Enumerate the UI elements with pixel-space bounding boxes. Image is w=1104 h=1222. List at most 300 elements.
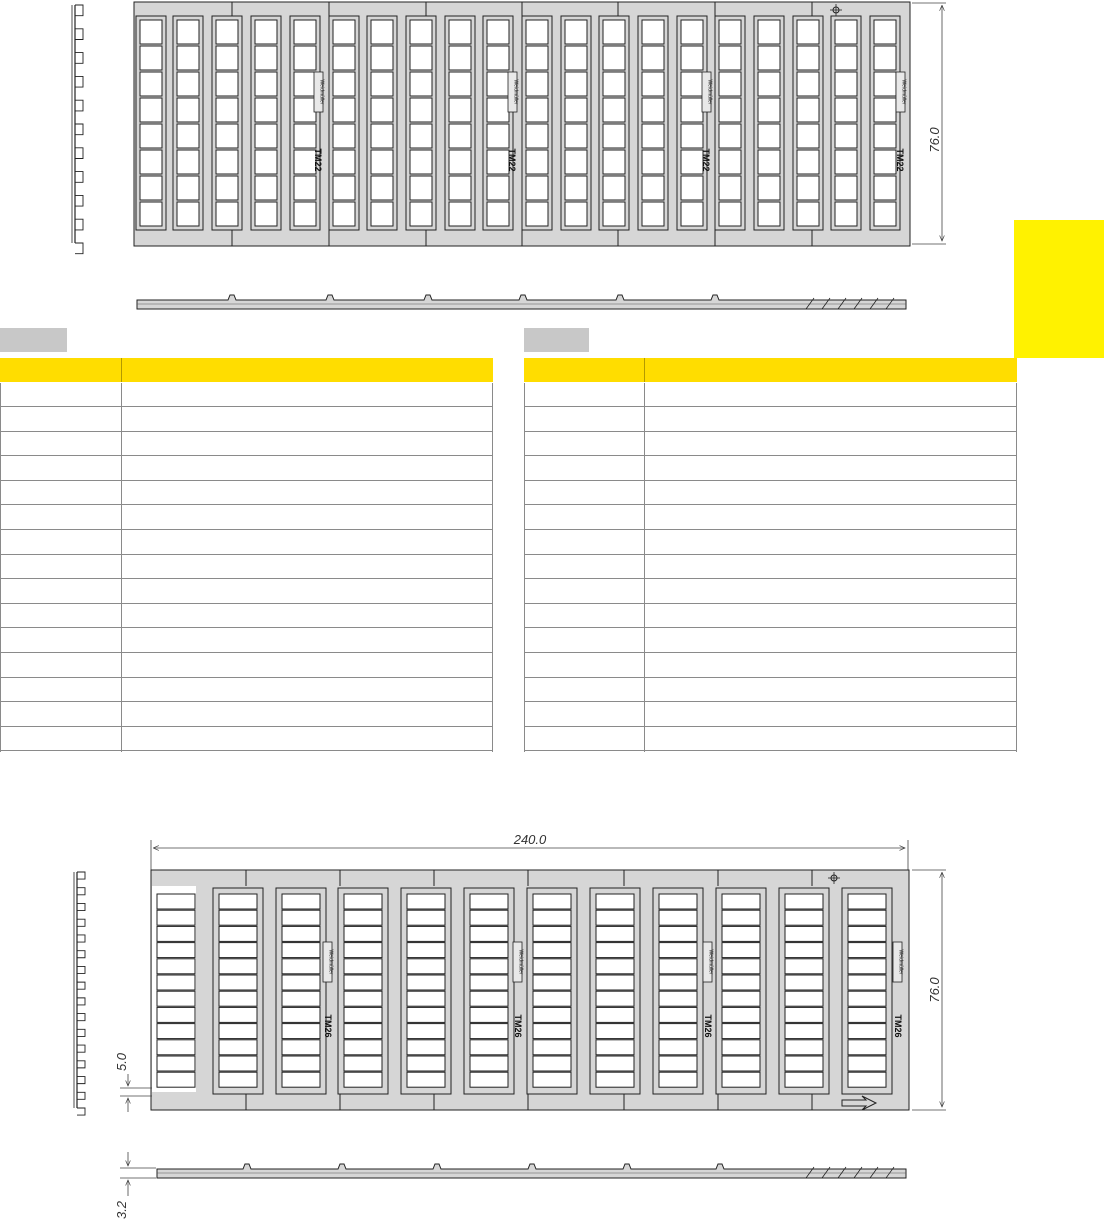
marker-cell <box>642 98 664 122</box>
marker-cell <box>848 926 886 941</box>
marker-cell <box>681 124 703 148</box>
marker-cell <box>470 975 508 990</box>
marker-cell <box>722 1072 760 1087</box>
profile-tooth <box>75 148 83 159</box>
profile-tooth <box>75 100 83 111</box>
marker-cell <box>294 176 316 200</box>
gap-label: 5.0 <box>114 1052 129 1072</box>
marker-cell <box>758 20 780 44</box>
marker-cell <box>294 202 316 226</box>
marker-cell <box>282 1040 320 1055</box>
profile-tooth <box>75 219 83 230</box>
marker-cell <box>758 72 780 96</box>
marker-cell <box>596 894 634 909</box>
marker-cell <box>642 150 664 174</box>
top-height-label: 76.0 <box>927 127 942 153</box>
marker-cell <box>797 98 819 122</box>
marker-cell <box>565 202 587 226</box>
marker-cell <box>533 926 571 941</box>
marker-cell <box>526 46 548 70</box>
logo-text: Weidmüller <box>897 949 904 975</box>
marker-cell <box>596 943 634 958</box>
marker-cell <box>642 176 664 200</box>
part-code-label: TM26 <box>513 1014 523 1038</box>
marker-cell <box>758 98 780 122</box>
marker-cell <box>140 124 162 148</box>
marker-cell <box>596 1072 634 1087</box>
marker-cell <box>470 959 508 974</box>
marker-cell <box>659 959 697 974</box>
marker-cell <box>216 20 238 44</box>
marker-cell <box>642 46 664 70</box>
marker-cell <box>371 124 393 148</box>
top-marker-sheet <box>134 2 910 246</box>
marker-cell <box>333 46 355 70</box>
marker-cell <box>533 959 571 974</box>
profile-tooth <box>77 872 85 879</box>
marker-cell <box>216 98 238 122</box>
marker-cell <box>785 1040 823 1055</box>
marker-cell <box>603 202 625 226</box>
marker-cell <box>526 72 548 96</box>
profile-tooth <box>77 1108 85 1115</box>
marker-cell <box>758 46 780 70</box>
marker-cell <box>642 124 664 148</box>
marker-cell <box>533 1056 571 1071</box>
marker-cell <box>282 1056 320 1071</box>
marker-cell <box>603 124 625 148</box>
marker-cell <box>470 991 508 1006</box>
marker-cell <box>681 98 703 122</box>
marker-cell <box>533 1040 571 1055</box>
marker-cell <box>157 894 195 909</box>
marker-cell <box>333 72 355 96</box>
marker-cell <box>255 150 277 174</box>
marker-cell <box>410 202 432 226</box>
profile-tooth <box>77 951 85 958</box>
marker-cell <box>344 926 382 941</box>
marker-cell <box>157 1072 195 1087</box>
marker-cell <box>294 98 316 122</box>
marker-cell <box>848 1040 886 1055</box>
marker-cell <box>797 202 819 226</box>
marker-cell <box>603 176 625 200</box>
marker-cell <box>219 1040 257 1055</box>
profile-tooth <box>77 1077 85 1084</box>
marker-cell <box>659 894 697 909</box>
marker-cell <box>797 124 819 148</box>
top-edge-profile <box>137 295 906 309</box>
marker-cell <box>596 975 634 990</box>
profile-tooth <box>77 1014 85 1021</box>
marker-cell <box>140 20 162 44</box>
marker-cell <box>835 176 857 200</box>
marker-cell <box>785 1072 823 1087</box>
marker-cell <box>487 124 509 148</box>
marker-cell <box>848 894 886 909</box>
marker-cell <box>533 894 571 909</box>
marker-cell <box>681 20 703 44</box>
marker-cell <box>642 202 664 226</box>
marker-cell <box>255 46 277 70</box>
marker-cell <box>874 176 896 200</box>
marker-cell <box>719 150 741 174</box>
profile-tooth <box>77 1029 85 1036</box>
marker-cell <box>487 72 509 96</box>
marker-cell <box>449 124 471 148</box>
marker-cell <box>659 926 697 941</box>
marker-cell <box>603 150 625 174</box>
marker-cell <box>157 926 195 941</box>
marker-cell <box>219 1072 257 1087</box>
marker-cell <box>282 959 320 974</box>
marker-cell <box>219 975 257 990</box>
bottom-edge-profile <box>157 1164 906 1178</box>
marker-cell <box>719 46 741 70</box>
gap-dimension <box>114 1052 152 1112</box>
bottom-side-profile <box>74 872 85 1115</box>
marker-cell <box>216 202 238 226</box>
marker-cell <box>874 124 896 148</box>
marker-cell <box>157 1040 195 1055</box>
marker-cell <box>785 975 823 990</box>
marker-cell <box>874 72 896 96</box>
marker-cell <box>874 150 896 174</box>
marker-cell <box>157 1024 195 1039</box>
marker-cell <box>533 975 571 990</box>
marker-cell <box>470 1024 508 1039</box>
marker-cell <box>140 98 162 122</box>
marker-cell <box>848 959 886 974</box>
marker-cell <box>140 46 162 70</box>
marker-cell <box>785 894 823 909</box>
marker-cell <box>603 98 625 122</box>
marker-cell <box>835 150 857 174</box>
marker-cell <box>371 20 393 44</box>
marker-cell <box>371 202 393 226</box>
marker-cell <box>797 46 819 70</box>
marker-cell <box>722 1024 760 1039</box>
logo-text: Weidmüller <box>517 949 524 975</box>
marker-cell <box>681 176 703 200</box>
marker-cell <box>596 1056 634 1071</box>
profile-tooth <box>77 1045 85 1052</box>
marker-cell <box>659 991 697 1006</box>
marker-cell <box>344 1024 382 1039</box>
marker-cell <box>596 910 634 925</box>
marker-cell <box>333 176 355 200</box>
marker-cell <box>282 1007 320 1022</box>
marker-cell <box>219 1056 257 1071</box>
marker-cell <box>219 943 257 958</box>
part-code-label: TM22 <box>895 148 905 172</box>
marker-cell <box>681 150 703 174</box>
marker-cell <box>470 1040 508 1055</box>
marker-cell <box>565 72 587 96</box>
marker-cell <box>470 943 508 958</box>
marker-cell <box>785 926 823 941</box>
marker-cell <box>526 124 548 148</box>
marker-cell <box>722 1056 760 1071</box>
marker-cell <box>470 894 508 909</box>
marker-cell <box>533 910 571 925</box>
marker-cell <box>526 150 548 174</box>
marker-cell <box>177 150 199 174</box>
marker-cell <box>719 202 741 226</box>
marker-cell <box>407 991 445 1006</box>
marker-cell <box>487 46 509 70</box>
profile-tooth <box>77 998 85 1005</box>
marker-cell <box>596 991 634 1006</box>
marker-cell <box>255 124 277 148</box>
profile-tooth <box>75 76 83 87</box>
marker-cell <box>255 20 277 44</box>
marker-cell <box>848 1007 886 1022</box>
marker-cell <box>565 46 587 70</box>
marker-cell <box>848 975 886 990</box>
thickness-label: 3.2 <box>114 1200 129 1220</box>
marker-cell <box>344 910 382 925</box>
marker-cell <box>140 72 162 96</box>
edge-body <box>137 295 906 309</box>
marker-cell <box>177 72 199 96</box>
marker-cell <box>255 202 277 226</box>
marker-cell <box>874 202 896 226</box>
marker-cell <box>526 98 548 122</box>
marker-cell <box>157 1007 195 1022</box>
marker-cell <box>407 975 445 990</box>
marker-cell <box>565 124 587 148</box>
marker-cell <box>333 20 355 44</box>
marker-cell <box>722 1040 760 1055</box>
profile-tooth <box>77 1061 85 1068</box>
bottom-height-label: 76.0 <box>927 977 942 1003</box>
marker-cell <box>282 910 320 925</box>
marker-cell <box>140 176 162 200</box>
marker-cell <box>835 98 857 122</box>
marker-cell <box>848 1072 886 1087</box>
marker-cell <box>294 124 316 148</box>
marker-cell <box>785 1024 823 1039</box>
part-code-label: TM22 <box>507 148 517 172</box>
marker-cell <box>722 991 760 1006</box>
marker-cell <box>333 98 355 122</box>
marker-cell <box>565 20 587 44</box>
marker-cell <box>449 150 471 174</box>
profile-tooth <box>77 966 85 973</box>
marker-cell <box>659 975 697 990</box>
marker-cell <box>470 1056 508 1071</box>
profile-tooth <box>77 903 85 910</box>
marker-cell <box>758 202 780 226</box>
marker-cell <box>407 910 445 925</box>
marker-cell <box>344 1072 382 1087</box>
marker-cell <box>177 20 199 44</box>
marker-cell <box>596 1040 634 1055</box>
marker-cell <box>758 124 780 148</box>
marker-cell <box>797 72 819 96</box>
logo-text: Weidmüller <box>900 79 907 105</box>
marker-cell <box>344 959 382 974</box>
marker-cell <box>785 1056 823 1071</box>
marker-cell <box>371 150 393 174</box>
marker-cell <box>797 150 819 174</box>
marker-cell <box>216 46 238 70</box>
marker-cell <box>835 20 857 44</box>
marker-cell <box>797 20 819 44</box>
marker-cell <box>722 1007 760 1022</box>
marker-cell <box>722 926 760 941</box>
marker-cell <box>282 1072 320 1087</box>
marker-cell <box>177 124 199 148</box>
profile-tooth <box>75 195 83 206</box>
marker-cell <box>719 124 741 148</box>
marker-cell <box>219 910 257 925</box>
marker-cell <box>177 202 199 226</box>
logo-text: Weidmüller <box>707 949 714 975</box>
profile-tooth <box>75 53 83 64</box>
marker-cell <box>410 176 432 200</box>
marker-cell <box>333 124 355 148</box>
marker-cell <box>219 1007 257 1022</box>
marker-cell <box>371 98 393 122</box>
marker-cell <box>719 20 741 44</box>
marker-cell <box>470 1007 508 1022</box>
marker-cell <box>177 98 199 122</box>
marker-cell <box>344 943 382 958</box>
marker-cell <box>344 1040 382 1055</box>
marker-cell <box>449 176 471 200</box>
marker-cell <box>835 72 857 96</box>
marker-cell <box>565 150 587 174</box>
marker-cell <box>874 46 896 70</box>
profile-tooth <box>77 982 85 989</box>
logo-text: Weidmüller <box>512 79 519 105</box>
marker-cell <box>785 959 823 974</box>
marker-cell <box>449 46 471 70</box>
marker-cell <box>596 1007 634 1022</box>
profile-tooth <box>75 172 83 183</box>
marker-cell <box>785 991 823 1006</box>
marker-cell <box>407 926 445 941</box>
marker-cell <box>177 176 199 200</box>
marker-cell <box>596 959 634 974</box>
marker-cell <box>603 20 625 44</box>
top-side-profile <box>72 5 83 254</box>
profile-tooth <box>75 243 83 254</box>
marker-cell <box>216 150 238 174</box>
marker-cell <box>255 72 277 96</box>
marker-cell <box>596 1024 634 1039</box>
marker-cell <box>449 72 471 96</box>
marker-cell <box>848 1024 886 1039</box>
profile-tooth <box>77 935 85 942</box>
profile-tooth <box>77 888 85 895</box>
marker-cell <box>659 1040 697 1055</box>
marker-cell <box>659 943 697 958</box>
part-code-label: TM22 <box>313 148 323 172</box>
marker-cell <box>719 98 741 122</box>
marker-cell <box>642 20 664 44</box>
marker-cell <box>487 176 509 200</box>
marker-cell <box>157 943 195 958</box>
marker-cell <box>659 1056 697 1071</box>
marker-cell <box>282 926 320 941</box>
marker-cell <box>282 943 320 958</box>
marker-cell <box>344 975 382 990</box>
part-code-label: TM22 <box>701 148 711 172</box>
marker-cell <box>848 910 886 925</box>
marker-cell <box>449 202 471 226</box>
marker-cell <box>216 176 238 200</box>
marker-cell <box>681 72 703 96</box>
marker-cell <box>681 46 703 70</box>
marker-cell <box>407 1007 445 1022</box>
marker-cell <box>333 150 355 174</box>
marker-cell <box>526 20 548 44</box>
marker-cell <box>659 910 697 925</box>
marker-cell <box>533 1007 571 1022</box>
marker-cell <box>410 124 432 148</box>
profile-tooth <box>75 124 83 135</box>
marker-cell <box>487 202 509 226</box>
part-code-label: TM26 <box>893 1014 903 1038</box>
marker-cell <box>848 943 886 958</box>
bottom-width-label: 240.0 <box>513 832 547 847</box>
marker-cell <box>344 1007 382 1022</box>
marker-cell <box>603 72 625 96</box>
marker-cell <box>848 991 886 1006</box>
marker-cell <box>722 975 760 990</box>
marker-cell <box>157 991 195 1006</box>
marker-cell <box>470 926 508 941</box>
marker-cell <box>407 1040 445 1055</box>
marker-cell <box>410 20 432 44</box>
marker-cell <box>797 176 819 200</box>
marker-cell <box>719 72 741 96</box>
marker-cell <box>344 1056 382 1071</box>
logo-text: Weidmüller <box>706 79 713 105</box>
logo-text: Weidmüller <box>318 79 325 105</box>
marker-cell <box>659 1007 697 1022</box>
marker-cell <box>410 46 432 70</box>
marker-cell <box>533 1024 571 1039</box>
marker-cell <box>344 991 382 1006</box>
edge-body <box>157 1164 906 1178</box>
marker-cell <box>282 975 320 990</box>
marker-cell <box>470 910 508 925</box>
marker-cell <box>659 1024 697 1039</box>
marker-cell <box>219 926 257 941</box>
marker-cell <box>140 202 162 226</box>
marker-cell <box>533 991 571 1006</box>
marker-cell <box>758 150 780 174</box>
marker-cell <box>681 202 703 226</box>
marker-cell <box>848 1056 886 1071</box>
marker-cell <box>449 20 471 44</box>
marker-cell <box>140 150 162 174</box>
bottom-height-dimension <box>912 870 946 1110</box>
marker-cell <box>407 1056 445 1071</box>
part-code-label: TM26 <box>703 1014 713 1038</box>
marker-cell <box>177 46 199 70</box>
marker-cell <box>722 959 760 974</box>
marker-cell <box>722 910 760 925</box>
marker-cell <box>565 98 587 122</box>
marker-cell <box>449 98 471 122</box>
marker-cell <box>785 910 823 925</box>
marker-cell <box>219 991 257 1006</box>
